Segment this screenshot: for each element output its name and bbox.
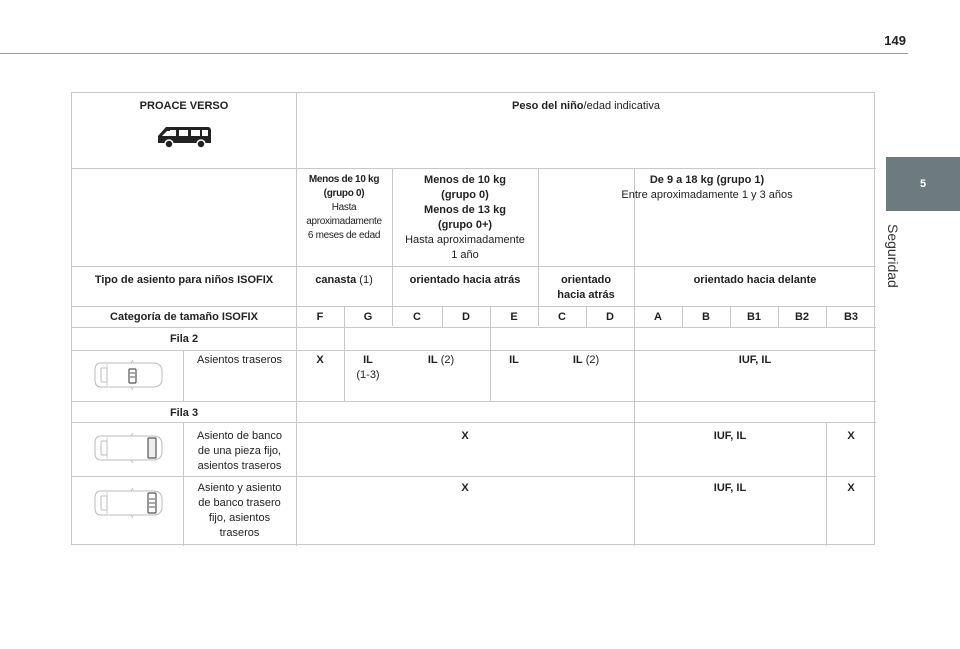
row-3-seat-1-value: IUF, IL [713, 430, 747, 442]
group-line: aproximadamente [306, 216, 382, 227]
value-main: IL [427, 354, 438, 366]
isofix-table [71, 92, 875, 545]
row-2-value [538, 353, 634, 368]
size-category: D [606, 311, 614, 323]
seat-line: Asiento y asiento [197, 482, 282, 494]
row-3-seat-2-value: X [461, 482, 469, 494]
size-category: B3 [843, 311, 859, 323]
seat-line: Asiento de banco [196, 430, 282, 442]
value-note: (1-3) [356, 369, 380, 381]
canasta-text: canasta [315, 274, 357, 286]
header-rule [0, 53, 908, 54]
group-1 [538, 173, 876, 203]
vehicle-name: PROACE VERSO [139, 100, 229, 112]
group-line: (grupo 0+) [437, 219, 493, 231]
chapter-tab[interactable] [886, 157, 960, 211]
size-category: B [702, 311, 710, 323]
rear-line: hacia atrás [557, 289, 615, 301]
seat-type-rear-2 [538, 273, 634, 303]
row-3-seat-2-value: X [847, 482, 855, 494]
row-3-seat-1-value: X [847, 430, 855, 442]
seat-line: de una pieza fijo, [197, 445, 282, 457]
grid-line [72, 306, 876, 307]
group-line: 1 año [451, 249, 479, 261]
value-note: (2) [582, 354, 600, 366]
size-category: D [462, 311, 470, 323]
size-category: F [316, 311, 324, 323]
seatmap-row3-seat-icon [93, 488, 165, 518]
group-0-small [296, 173, 392, 243]
seat-line: de banco trasero [198, 497, 281, 509]
grid-line [72, 476, 876, 477]
group-line: Menos de 10 kg [308, 174, 380, 185]
value-main: IL [572, 354, 583, 366]
size-label: Categoría de tamaño ISOFIX [110, 311, 258, 323]
seatmap-row2-icon [93, 360, 165, 390]
group-line: Hasta [331, 202, 357, 213]
row-2-value [392, 353, 490, 368]
chapter-label: Seguridad [885, 224, 901, 288]
seat-line: traseros [219, 527, 260, 539]
page-number: 149 [884, 33, 906, 48]
weight-header-rest: /edad indicativa [583, 100, 660, 112]
grid-line [72, 266, 876, 267]
value-note: (2) [437, 354, 455, 366]
grid-line [72, 327, 876, 328]
group-line: (grupo 0) [441, 189, 489, 201]
group-line: De 9 a 18 kg (grupo 1) [649, 174, 765, 186]
grid-line [72, 350, 876, 351]
group-line: 6 meses de edad [307, 230, 381, 241]
seat-type-canasta [296, 273, 392, 288]
size-category: C [558, 311, 566, 323]
row-2-value: X [316, 354, 324, 366]
group-line: (grupo 0) [323, 188, 365, 199]
group-0-plus [392, 173, 538, 263]
seat-type-label: Tipo de asiento para niños ISOFIX [94, 274, 274, 286]
rear-line: orientado [560, 274, 612, 286]
grid-line [72, 168, 876, 169]
grid-line [72, 401, 876, 402]
size-category: C [413, 311, 421, 323]
row-3-seat-1-label [183, 429, 296, 474]
group-line: Hasta aproximadamente [405, 234, 525, 246]
seat-line: fijo, asientos [208, 512, 271, 524]
seat-line: asientos traseros [197, 460, 282, 472]
grid-line [72, 422, 876, 423]
seat-type-rear: orientado hacia atrás [409, 274, 521, 286]
row-2-value: IUF, IL [738, 354, 772, 366]
row-3-title: Fila 3 [169, 407, 199, 419]
canasta-note: (1) [356, 274, 373, 286]
weight-header [296, 99, 876, 114]
seatmap-row3-bench-icon [93, 433, 165, 463]
row-2-title: Fila 2 [169, 333, 199, 345]
size-category: B2 [794, 311, 810, 323]
size-category: G [363, 311, 373, 323]
row-3-seat-1-value: X [461, 430, 469, 442]
row-2-seat-label: Asientos traseros [197, 354, 282, 366]
size-category: E [510, 311, 518, 323]
row-3-seat-2-label [183, 481, 296, 541]
size-category: B1 [746, 311, 762, 323]
van-icon [155, 123, 213, 151]
group-line: Entre aproximadamente 1 y 3 años [621, 189, 793, 201]
seat-type-forward: orientado hacia delante [693, 274, 817, 286]
group-line: Menos de 13 kg [424, 204, 506, 216]
row-3-seat-2-value: IUF, IL [713, 482, 747, 494]
chapter-number: 5 [919, 178, 927, 190]
value-main: IL [363, 354, 373, 366]
group-line: Menos de 10 kg [424, 174, 506, 186]
row-2-value: IL [509, 354, 519, 366]
weight-header-bold: Peso del niño [512, 100, 584, 112]
size-category: A [654, 311, 662, 323]
row-2-value [344, 353, 392, 383]
